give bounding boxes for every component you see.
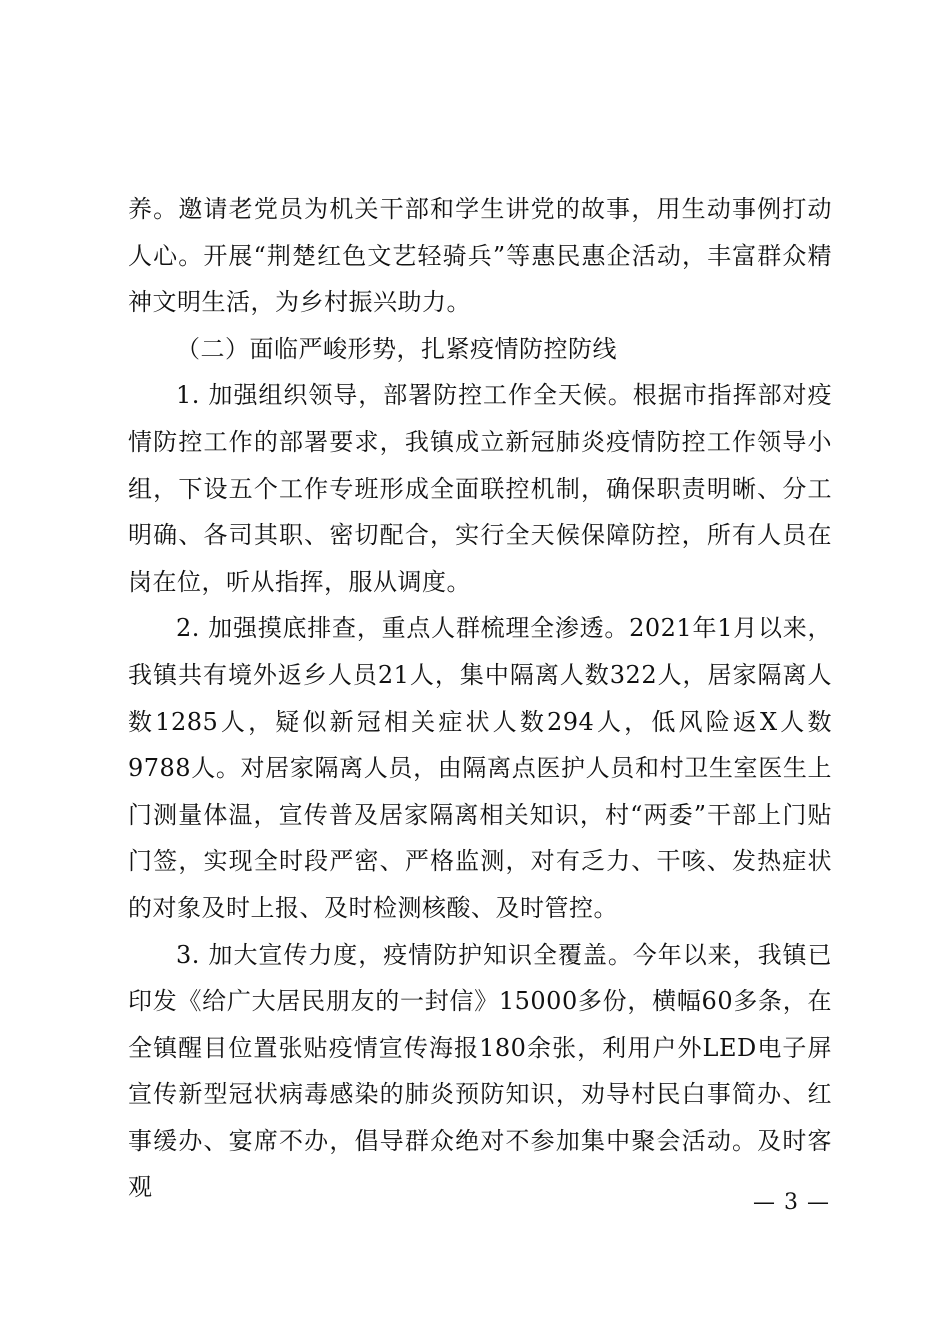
page-number: — 3 — [753, 1190, 830, 1215]
paragraph-continuation: 养。邀请老党员为机关干部和学生讲党的故事，用生动事例打动人心。开展“荆楚红色文艺轻骑兵”等惠民惠企活动，丰富群众精神文明生活，为乡村振兴助力。 [128, 195, 832, 317]
paragraph-item-3: 3. 加大宣传力度，疫情防护知识全覆盖。今年以来，我镇已印发《给广大居民朋友的一封信》15000多份，横幅60多条，在全镇醒目位置张贴疫情宣传海报180余张，利用户外LED电子屏宣传新型冠状病毒感染的肺炎预防知识，劝导村民白事简办、红事缓办、宴席不办，倡导群众绝对不参加集中聚会活动。及时客观 [128, 940, 832, 1202]
paragraph-item-1: 1. 加强组织领导，部署防控工作全天候。根据市指挥部对疫情防控工作的部署要求，我镇成立新冠肺炎疫情防控工作领导小组，下设五个工作专班形成全面联控机制，确保职责明晰、分工明确、各司其职、密切配合，实行全天候保障防控，所有人员在岗在位，听从指挥，服从调度。 [128, 381, 832, 596]
paragraph-item-2: 2. 加强摸底排查，重点人群梳理全渗透。2021年1月以来，我镇共有境外返乡人员21人，集中隔离人数322人，居家隔离人数1285人，疑似新冠相关症状人数294人，低风险返X人数9788人。对居家隔离人员，由隔离点医护人员和村卫生室医生上门测量体温，宣传普及居家隔离相关知识，村“两委”干部上门贴门签，实现全时段严密、严格监测，对有乏力、干咳、发热症状的对象及时上报、及时检测核酸、及时管控。 [128, 614, 832, 922]
document-body [128, 186, 832, 1211]
section-heading: （二）面临严峻形势，扎紧疫情防控防线 [176, 334, 617, 363]
